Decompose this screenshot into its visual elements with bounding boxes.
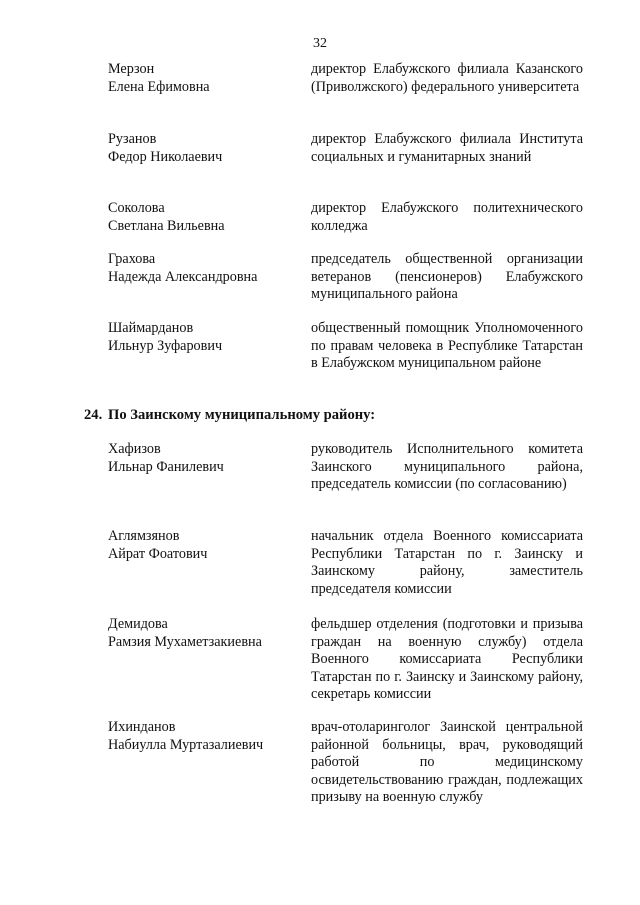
member-surname: Соколова — [108, 200, 165, 216]
member-role: директор Елабужского филиала Казанского (Приволжского) федерального университета — [311, 61, 583, 95]
section-number: 24. — [84, 407, 103, 423]
member-role: начальник отдела Военного комиссариата Республики Татарстан по г. Заинску и Заинскому району, заместитель председателя комиссии — [311, 528, 583, 597]
section-heading — [84, 407, 375, 424]
member-name — [108, 131, 298, 166]
member-role: руководитель Исполнительного комитета Заинского муниципального района, председатель комиссии (по согласованию) — [311, 441, 583, 493]
member-given-name: Надежда Александровна — [108, 268, 258, 285]
member-surname: Грахова — [108, 251, 156, 267]
member-role: директор Елабужского филиала Института социальных и гуманитарных знаний — [311, 131, 583, 165]
member-name — [108, 200, 298, 235]
member-surname: Мерзон — [108, 61, 155, 77]
member-given-name: Светлана Вильевна — [108, 217, 225, 234]
member-surname: Демидова — [108, 616, 168, 632]
member-name — [108, 320, 298, 355]
member-role: председатель общественной организации ветеранов (пенсионеров) Елабужского муниципального района — [311, 251, 583, 303]
member-surname: Хафизов — [108, 441, 161, 457]
member-given-name: Рамзия Мухаметзакиевна — [108, 633, 262, 650]
member-given-name: Ильнур Зуфарович — [108, 337, 223, 354]
member-name — [108, 528, 298, 563]
member-given-name: Ильнар Фанилевич — [108, 458, 224, 475]
member-given-name: Елена Ефимовна — [108, 78, 210, 95]
member-given-name: Айрат Фоатович — [108, 545, 208, 562]
member-role: врач-отоларинголог Заинской центральной районной больницы, врач, руководящий работой по медицинскому освидетельствованию граждан, подлежащих призыву на военную службу — [311, 719, 583, 806]
member-given-name: Набиулла Муртазалиевич — [108, 736, 264, 753]
member-name — [108, 719, 298, 754]
member-given-name: Федор Николаевич — [108, 148, 223, 165]
member-name — [108, 251, 298, 286]
member-name — [108, 441, 298, 476]
member-surname: Ихинданов — [108, 719, 176, 735]
member-role: директор Елабужского политехнического колледжа — [311, 200, 583, 234]
section-title: По Заинскому муниципальному району: — [108, 407, 376, 423]
member-role: фельдшер отделения (подготовки и призыва граждан на военную службу) отдела Военного комиссариата Республики Татарстан по г. Заинску и Заинскому району, секретарь комиссии — [311, 616, 583, 703]
member-name — [108, 61, 298, 96]
member-surname: Шаймарданов — [108, 320, 194, 336]
member-role: общественный помощник Уполномоченного по правам человека в Республике Татарстан в Елабужском муниципальном районе — [311, 320, 583, 372]
member-surname: Рузанов — [108, 131, 157, 147]
member-surname: Аглямзянов — [108, 528, 180, 544]
member-name — [108, 616, 298, 651]
page-number: 32 — [313, 36, 327, 51]
